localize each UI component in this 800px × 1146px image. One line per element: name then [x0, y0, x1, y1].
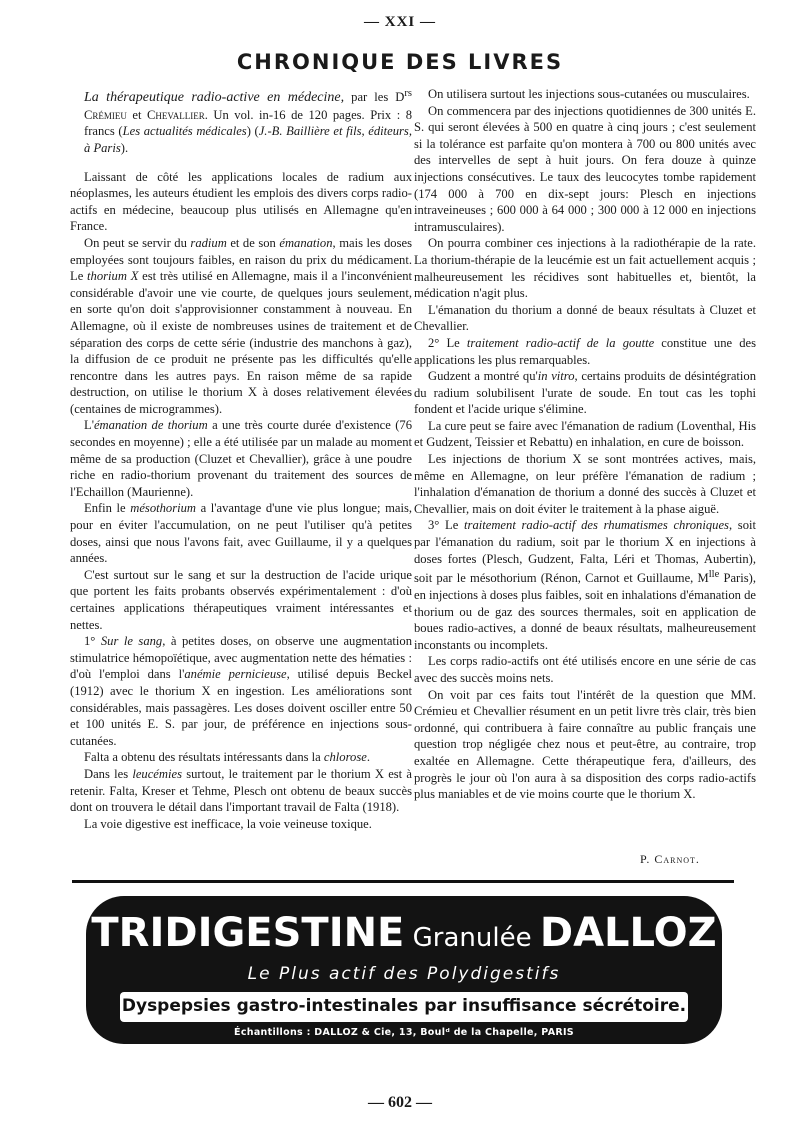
text-run: Enfin le: [84, 501, 131, 516]
book-doctors-sup: rs: [404, 88, 412, 99]
book-author-2: Chevallier: [147, 107, 205, 122]
text-run: , certains produits de désintégration du radium solubilisent l'urate de soude. En tout cas les tophi fondent et l'acide urique s'élimine.: [414, 369, 756, 417]
book-entry: [70, 86, 412, 157]
text-run: Dans les: [84, 766, 133, 781]
book-title: La thérapeutique radio-active en médecine,: [84, 90, 345, 106]
ad-banner: [86, 896, 722, 1044]
text-run: est très utilisé en Allemagne, mais il a l'inconvénient considérable d'avoir une vie courte, de quelques jours seulement, en sorte qu'on doit s'approvisionner constamment à nouveau. En Allemagne, où il existe de nombreuses usines de traitement et de séparation des corps de cette série (industrie des manchons à gaz), la diffusion de ce produit ne présente pas les difficultés qu'elle rencontre dans les autres pays. En raison même de sa rapide destruction, on utilise le thorium X à doses relativement élevées (centaines de microgrammes).: [70, 269, 412, 416]
text-run: On peut se servir du: [84, 235, 191, 250]
text-run: 1°: [84, 634, 101, 649]
text-run: , soit par l'émanation du radium, soit par le thorium X en injections à doses fortes (Plesch, Gudzent, Falta, Léri et Thomas, Aubertin), soit par le mésothorium (Rénon, Carnot et Guillaume, M: [414, 518, 757, 586]
text-run: constitue une des applications les plus remarquables.: [414, 335, 756, 367]
left-paragraph-9: La voie digestive est inefficace, la voie veineuse toxique.: [84, 816, 372, 831]
text-run: , mais les doses employées sont toujours faibles, en raison du prix du médicament. Le: [70, 235, 412, 284]
ad-brand-main: TRIDIGESTINE: [91, 910, 405, 956]
left-paragraph-7: [70, 749, 412, 766]
text-run: .: [366, 750, 370, 765]
emphasis: in vitro: [537, 369, 575, 384]
book-publisher: J.-B. Baillière et fils, éditeurs, à Paris: [84, 124, 412, 155]
book-author-1: Crémieu: [84, 107, 127, 122]
ad-tagline: Dyspepsies gastro-intestinales par insuffisance sécrétoire.: [121, 996, 687, 1016]
emphasis: mésothorium: [130, 501, 197, 516]
left-column: [70, 86, 412, 832]
review-signature: [640, 852, 700, 867]
left-paragraph-5: C'est surtout sur le sang et sur la destruction de l'acide urique que portent les faits probants observés expérimentalement : d'où certaines applications thérapeutiques vraiment intéressantes et nettes.: [70, 567, 412, 632]
right-paragraph-1: On utilisera surtout les injections sous-cutanées ou musculaires.: [428, 87, 750, 101]
left-paragraph-2: [70, 235, 412, 418]
emphasis: Sur le sang: [100, 634, 163, 649]
ad-brand-dalloz: DALLOZ: [539, 910, 717, 956]
ad-top-rule: [72, 880, 734, 883]
emphasis: traitement radio-actif de la goutte: [466, 335, 655, 350]
text-run: Falta a obtenu des résultats intéressants dans la: [84, 750, 324, 765]
emphasis: thorium X: [87, 269, 139, 284]
text-run: 2° Le: [428, 335, 467, 350]
right-paragraph-10: Les corps radio-actifs ont été utilisés encore en une série de cas avec des succès moins nets.: [414, 654, 756, 685]
signature-text: P. Carnot.: [640, 852, 700, 866]
page-header-number: — XXI —: [363, 14, 436, 30]
text-run: , à petites doses, on observe une augmentation stimulatrice hémopoïétique, avec augmentation nette des hématies : d'où l'emploi dans l': [70, 634, 413, 682]
text-run: a l'avantage d'une vie plus longue; mais, pour en éviter l'accumulation, on ne peut l'utiliser qu'à petites doses, ainsi que nous l'avons fait, avec Guillaume, il y a quelques années.: [70, 501, 413, 566]
book-series: Les actualités médicales: [122, 124, 247, 139]
ad-brand-granulee: Granulée: [404, 923, 540, 953]
emphasis: émanation de thorium: [93, 418, 208, 433]
right-column: [414, 86, 756, 803]
book-end: ).: [120, 140, 129, 155]
ad-brand: [86, 910, 722, 956]
advertisement: [72, 888, 734, 1082]
emphasis: radium: [190, 235, 227, 250]
text-run: 3° Le: [428, 518, 465, 533]
emphasis: leucémies: [132, 766, 182, 781]
text-run: a une très courte durée d'existence (76 secondes en moyenne) ; elle a été utilisée par un malade au moment même de sa production (Cluzet et Chevallier), grâce à une poudre riche en radio-thorium provenant du traitement des sources de l'Echaillon (Maurienne).: [70, 418, 412, 499]
text-run: Paris), en injections à doses plus faibles, soit en inhalations d'émanation de thorium ou de gaz des sources thermales, soit en application de boues radio-actives, a donné de beaux résultats, malheureusement inconstants ou incomplets.: [414, 571, 756, 652]
right-paragraph-7: La cure peut se faire avec l'émanation de radium (Loventhal, His et Gudzent, Teissier et Rebattu) en inhalation, en cure de boisson.: [414, 418, 756, 450]
left-paragraph-8: [70, 766, 412, 816]
right-paragraph-8: Les injections de thorium X se sont montrées actives, mais, même en Allemagne, on leur préfère l'émanation de radium ; l'inhalation d'émanation de thorium a donné des succès à Cluzet et Chevallier, mais on doit éviter le traitement à la phase aiguë.: [414, 452, 756, 516]
ad-tagline-band: [120, 992, 688, 1022]
right-paragraph-4: L'émanation du thorium a donné de beaux résultats à Cluzet et Chevallier.: [414, 302, 756, 334]
section-title: CHRONIQUE DES LIVRES: [236, 50, 564, 74]
text-run: , utilisé depuis Beckel (1912) avec le thorium X en ingestion. Les améliorations sont considérables, mais passagères. Les doses doivent osciller entre 50 et 100 unités E. S. par jour, de préférence en injections sous-cutanées.: [70, 667, 412, 748]
book-details: . Un vol. in-16 de 120 pages. Prix : 8 francs (: [84, 107, 412, 139]
text-run: et de son: [226, 235, 280, 250]
page-footer-number: — 602 —: [368, 1094, 432, 1111]
text-run: surtout, le traitement par le thorium X est à retenir. Falta, Kreser et Tehme, Plesch ont obtenu de beaux succès dont on trouvera le détail dans l'important travail de Falta (1918).: [70, 766, 412, 815]
left-paragraph-6: [70, 633, 412, 749]
emphasis: chlorose: [323, 750, 367, 765]
left-paragraph-3: [70, 417, 412, 500]
text-run: Gudzent a montré qu': [428, 369, 538, 384]
emphasis: émanation: [279, 235, 333, 250]
book-and: et: [126, 107, 147, 122]
book-close: ) (: [246, 124, 259, 139]
emphasis: traitement radio-actif des rhumatismes chroniques: [464, 518, 729, 533]
left-paragraph-4: [70, 500, 412, 566]
book-by: par les D: [344, 90, 405, 105]
right-paragraph-3: On pourra combiner ces injections à la radiothérapie de la rate. La thorium-thérapie de la leucémie est un fait actuellement acquis ; malheureusement les récidives sont habituelles et, bientôt, la médication n'agit plus.: [414, 236, 756, 301]
superscript: lle: [708, 569, 720, 581]
right-paragraph-6: [414, 368, 756, 418]
ad-address: Échantillons : DALLOZ & Cie, 13, Boulᵈ de la Chapelle, PARIS: [234, 1027, 574, 1038]
right-paragraph-9: [414, 517, 756, 653]
ad-slogan: Le Plus actif des Polydigestifs: [247, 964, 561, 984]
left-paragraph-1: Laissant de côté les applications locales de radium aux néoplasmes, les auteurs étudient les emplois des divers corps radio-actifs en médecine, beaucoup plus utilisés en Allemagne qu'en France.: [70, 169, 412, 234]
emphasis: anémie pernicieuse: [184, 667, 287, 682]
right-paragraph-2: On commencera par des injections quotidiennes de 300 unités E. S. qui seront élevées à 500 en quatre à cinq jours ; c'est seulement si la tolérance est parfaite qu'on montera à 700 ou 800 unités avec des intervelles de sept à huit jours. On fera douze à quinze injections consécutives. Le taux des leucocytes tombe rapidement (174 000 à 700 en dix-sept jours: Plesch en injections intraveineuses ; 600 000 à 64 000 ; 300 000 à 12 000 en injections intramusculaires).: [414, 103, 756, 234]
right-paragraph-11: On voit par ces faits tout l'intérêt de la question que MM. Crémieu et Chevallier résument en un petit livre très clair, très bien ordonné, qui contribuera à faire connaître au public français une question trop négligée chez nous et peut-être, au contraire, trop exaltée en Allemagne. Cette thérapeutique fera, d'ailleurs, des progrès le jour où l'on aura à sa disposition des corps radio-actifs plus maniables et de vie moins courte que le thorium X.: [414, 687, 756, 802]
right-paragraph-5: [414, 335, 756, 368]
text-run: L': [84, 418, 94, 433]
